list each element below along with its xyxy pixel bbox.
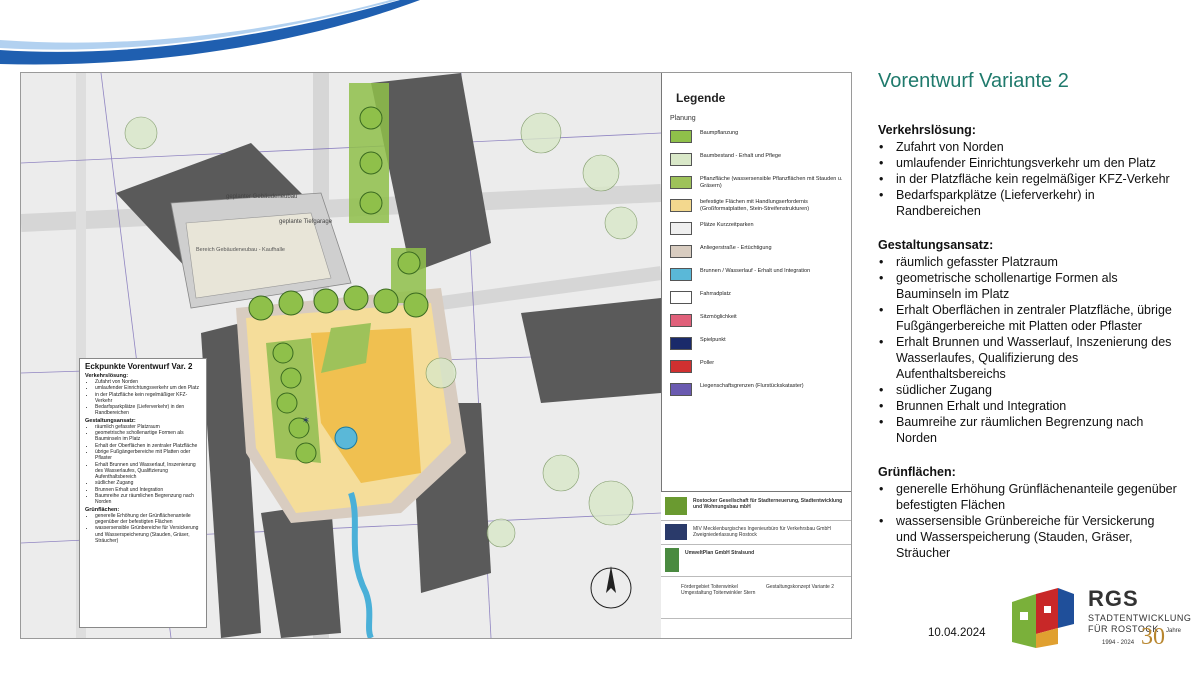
legend-item — [670, 266, 845, 286]
bullet-item: • Baumreihe zur räumlichen Begrenzung nach Norden — [878, 414, 1178, 446]
paved-area-icon — [670, 199, 692, 212]
legend-item — [670, 289, 845, 309]
eckpunkte-list — [85, 373, 201, 544]
slide-content — [878, 122, 1178, 579]
rgs-logo-mark — [1008, 584, 1078, 654]
umweltplan-logo — [665, 548, 679, 572]
road-icon — [670, 245, 692, 258]
legend-item — [670, 151, 845, 171]
legend-item-label: Brunnen / Wasserlauf - Erhalt und Integration — [700, 268, 811, 274]
logo-years: 1994 - 2024 — [1102, 640, 1135, 646]
eckpunkte-item: • südlicher Zugang — [95, 480, 201, 486]
legend-item-label: Spielpunkt — [700, 337, 726, 343]
bullet-item: • Bedarfsparkplätze (Lieferverkehr) in Randbereichen — [878, 187, 1178, 219]
tb-planner-row — [661, 546, 851, 577]
legend-item — [670, 312, 845, 332]
bullet-item: • Erhalt Brunnen und Wasserlauf, Inszenierung des Wasserlaufes, Qualifizierung des Aufenthaltsbereichs — [878, 334, 1178, 382]
eckpunkte-item: • wassersensible Grünbereiche für Versickerung und Wasserspeicherung (Stauden, Gräser, Sträucher) — [95, 525, 201, 544]
logo-line2: FÜR ROSTOCK — [1088, 624, 1159, 634]
logo-line1: STADTENTWICKLUNG — [1088, 613, 1192, 623]
tb-client: Rostocker Gesellschaft für Stadterneuerung, Stadtentwicklung und Wohnungsbau mbH — [693, 498, 843, 510]
eckpunkte-item: • übrige Fußgängerbereiche mit Platten oder Pflaster — [95, 449, 201, 462]
title-block — [661, 491, 851, 639]
legend-item — [670, 358, 845, 378]
bullet-list — [878, 139, 1178, 219]
logo-name: RGS — [1088, 586, 1139, 611]
logo-anniversary: 30 — [1141, 624, 1165, 650]
bicycle-icon — [670, 291, 692, 304]
legend-item — [670, 197, 845, 217]
legend-item-label: Pflanzfläche (wassersensible Pflanzflächen mit Stauden u. Gräsern) — [700, 176, 843, 189]
bollard-icon — [670, 360, 692, 373]
eckpunkte-item: • generelle Erhöhung der Grünflächenanteile gegenüber der befestigten Flächen — [95, 513, 201, 526]
eckpunkte-item: • räumlich gefasster Platzraum — [95, 424, 201, 430]
eckpunkte-item: • umlaufender Einrichtungsverkehr um den Platz — [95, 385, 201, 391]
eckpunkte-item: • geometrische schollenartige Formen als Bauminseln im Platz — [95, 430, 201, 443]
label-building: geplanter Gebäudeneubau — [226, 194, 298, 200]
fountain-icon — [670, 268, 692, 281]
tb-planner: UmweltPlan GmbH Stralsund — [685, 550, 755, 556]
eckpunkte-heading: Verkehrslösung: — [85, 373, 129, 379]
legend-item-label: Baumbestand - Erhalt und Pflege — [700, 153, 782, 159]
legend-item — [670, 381, 845, 401]
bullet-item: • Erhalt Oberflächen in zentraler Platzfläche, übrige Fußgängerbereiche mit Platten oder Pflaster — [878, 302, 1178, 334]
miv-logo — [665, 524, 687, 540]
rgs-logo — [1008, 584, 1192, 654]
bullet-item: • räumlich gefasster Platzraum — [878, 254, 1178, 270]
slide-date: 10.04.2024 — [928, 627, 986, 639]
section-heading: Gestaltungsansatz: — [878, 238, 994, 252]
tree-existing-icon — [670, 153, 692, 166]
legend-item — [670, 128, 845, 148]
eckpunkte-item: • Brunnen Erhalt und Integration — [95, 487, 201, 493]
site-plan — [20, 72, 852, 639]
tree-planting-icon — [670, 130, 692, 143]
bullet-item: • umlaufender Einrichtungsverkehr um den Platz — [878, 155, 1178, 171]
tb-project: Fördergebiet Toitenwinkel Umgestaltung Toitenwinkler Stern — [681, 584, 756, 596]
eckpunkte-box — [79, 358, 207, 628]
bullet-item: • generelle Erhöhung Grünflächenanteile gegenüber befestigten Flächen — [878, 481, 1178, 513]
logo-jahre: Jahre — [1166, 628, 1182, 634]
legend-item — [670, 335, 845, 355]
tb-project-row — [661, 578, 851, 619]
bullet-item: • südlicher Zugang — [878, 382, 1178, 398]
eckpunkte-bullets — [85, 513, 201, 544]
eckpunkte-heading: Grünflächen: — [85, 506, 120, 513]
play-point-icon — [670, 337, 692, 350]
section-heading: Grünflächen: — [878, 465, 956, 479]
legend-item — [670, 174, 845, 194]
legend-title: Legende — [676, 91, 726, 105]
tb-engineer: MIV Mecklenburgisches Ingenieurbüro für Verkehrsbau GmbH Zweigniederlassung Rostock — [693, 526, 831, 538]
eckpunkte-item: • Zufahrt von Norden — [95, 379, 201, 385]
eckpunkte-item: • in der Platzfläche kein regelmäßiger KFZ-Verkehr — [95, 392, 201, 405]
slide-title: Vorentwurf Variante 2 — [878, 70, 1069, 92]
bullet-item: • geometrische schollenartige Formen als Bauminseln im Platz — [878, 270, 1178, 302]
legend-item-label: Sitzmöglichkeit — [700, 314, 737, 320]
legend-item-label: Poller — [700, 360, 715, 366]
bullet-item: • Zufahrt von Norden — [878, 139, 1178, 155]
eckpunkte-item: • Erhalt der Oberflächen in zentraler Platzfläche — [95, 443, 201, 449]
bullet-item: • in der Platzfläche kein regelmäßiger KFZ-Verkehr — [878, 171, 1178, 187]
legend-item — [670, 220, 845, 240]
label-garage: geplante Tiefgarage — [279, 219, 333, 225]
legend-item-label: Liegenschaftsgrenzen (Flurstückskataster) — [700, 383, 804, 389]
legend-item-label: Plätze Kurzzeitparken — [700, 222, 754, 228]
planting-area-icon — [670, 176, 692, 189]
tb-drawing: Gestaltungskonzept Variante 2 — [766, 584, 835, 590]
label-area: Bereich Gebäudeneubau - Kaufhalle — [196, 247, 285, 253]
tb-engineer-row — [661, 522, 851, 545]
seating-icon — [670, 314, 692, 327]
eckpunkte-bullets — [85, 424, 201, 506]
eckpunkte-bullets — [85, 379, 201, 417]
bullet-list — [878, 481, 1178, 561]
header-swoosh — [0, 0, 420, 70]
tb-client-row — [661, 494, 851, 521]
legend-item — [670, 243, 845, 263]
rgs-small-logo — [665, 497, 687, 515]
legend-item-label: Fahrradplatz — [700, 291, 731, 297]
eckpunkte-title: Eckpunkte Vorentwurf Var. 2 — [85, 362, 193, 371]
legend-item-label: Anliegerstraße - Ertüchtigung — [700, 245, 772, 251]
legend-subtitle: Planung — [670, 115, 696, 122]
eckpunkte-item: • Bedarfsparkplätze (Lieferverkehr) in den Randbereichen — [95, 404, 201, 417]
eckpunkte-item: • Baumreihe zur räumlichen Begrenzung nach Norden — [95, 493, 201, 506]
property-boundary-icon — [670, 383, 692, 396]
bullet-item: • Brunnen Erhalt und Integration — [878, 398, 1178, 414]
bullet-list — [878, 254, 1178, 446]
section-heading: Verkehrslösung: — [878, 123, 976, 137]
eckpunkte-item: • Erhalt Brunnen und Wasserlauf, Inszenierung des Wasserlaufes, Qualifizierung Aufenthaltsbereich — [95, 462, 201, 481]
eckpunkte-heading: Gestaltungsansatz: — [85, 417, 136, 424]
parking-icon — [670, 222, 692, 235]
bullet-item: • wassersensible Grünbereiche für Versickerung und Wasserspeicherung (Stauden, Gräser, Sträucher — [878, 513, 1178, 561]
svg-text:*: * — [303, 415, 309, 429]
legend-item-label: Baumpflanzung — [700, 130, 739, 136]
legend-item-label: befestigte Flächen mit Handlungserfordernis (Großformatplatten, Stein-Streifenstrukturen) — [700, 199, 810, 212]
